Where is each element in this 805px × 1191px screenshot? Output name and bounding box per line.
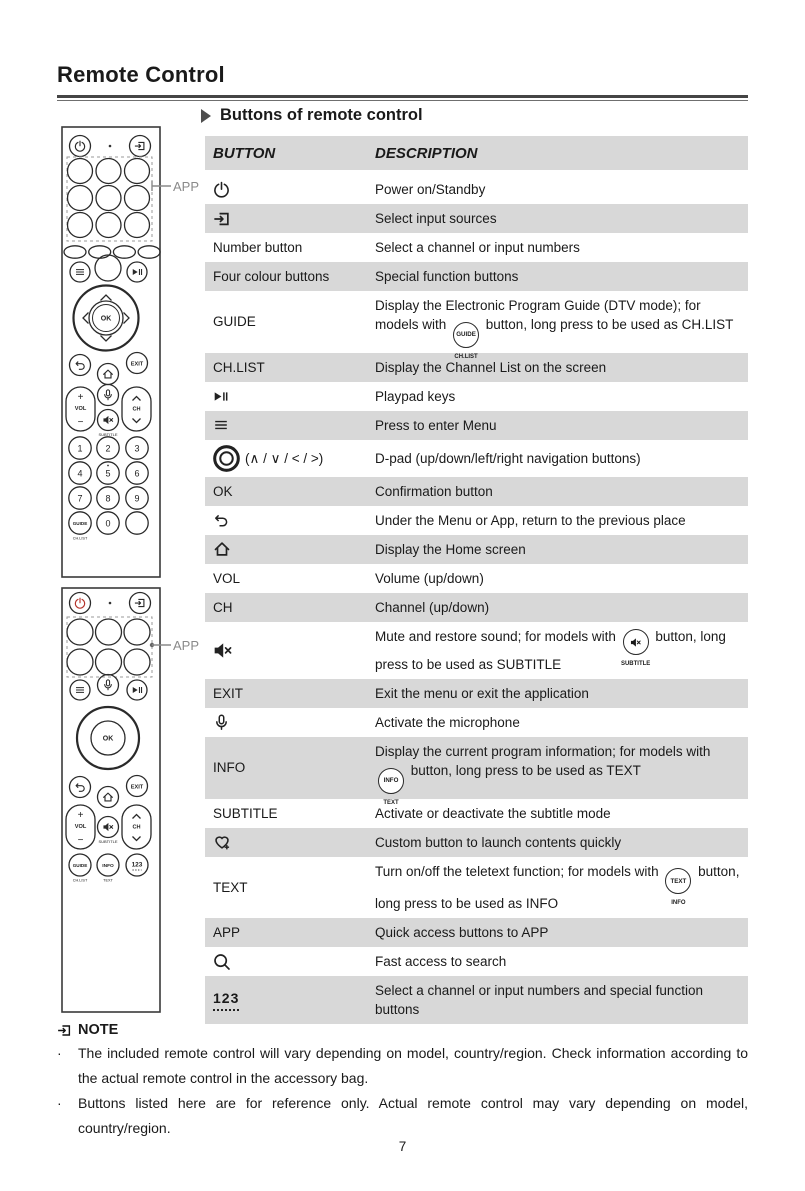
badge-label: INFO <box>383 777 399 784</box>
guide-label: GUIDE <box>72 521 88 526</box>
table-row <box>205 506 748 535</box>
remote-diagram-full <box>57 118 205 583</box>
table-row <box>205 262 748 291</box>
digit-label: 7 <box>77 493 83 504</box>
table-row <box>205 382 748 411</box>
digit-label: 0 <box>105 518 111 529</box>
button-cell <box>205 233 375 262</box>
digit-label: 3 <box>134 443 140 454</box>
button-cell <box>205 753 375 782</box>
table-row <box>205 233 748 262</box>
badge-sub-label: INFO <box>671 900 686 906</box>
heart-icon <box>213 833 231 851</box>
table-row <box>205 857 748 919</box>
inline-button-badge <box>453 322 479 360</box>
bullet-dot: · <box>57 1045 62 1061</box>
digit-label: 9 <box>134 493 140 504</box>
mute-icon <box>630 637 641 648</box>
button-label: CH <box>213 599 233 615</box>
section-heading-label: Buttons of remote control <box>220 106 423 124</box>
table-row <box>205 411 748 440</box>
back-icon <box>213 512 229 528</box>
ok-label: OK <box>102 735 114 743</box>
note-item-text: The included remote control will vary depending on model, country/region. Check information according to the actual remote control in the accessory bag. <box>78 1045 748 1086</box>
description-cell: Mute and restore sound; for models with SUBTITLE button, long press to be used as SUBTITLE <box>375 628 726 672</box>
digit-label: 8 <box>105 493 111 504</box>
button-cell <box>205 873 375 902</box>
menu-icon <box>213 417 229 433</box>
inline-button-badge <box>378 768 404 806</box>
button-cell <box>205 709 375 736</box>
button-label: 123 <box>213 989 239 1011</box>
section-heading <box>201 106 423 125</box>
bullet-dot: · <box>57 1095 62 1111</box>
description-cell: Activate the microphone <box>375 715 520 730</box>
button-cell <box>205 307 375 336</box>
description-cell: Fast access to search <box>375 954 507 969</box>
table-row <box>205 918 748 947</box>
description-cell: Display the Electronic Program Guide (DTV mode); for models with GUIDE CH.LIST button, long press to be used as CH.LIST <box>375 291 748 353</box>
button-cell <box>205 564 375 593</box>
button-cell <box>205 679 375 708</box>
button-label: SUBTITLE <box>213 805 278 821</box>
description-cell: Confirmation button <box>375 483 493 499</box>
description-cell: Display the Home screen <box>375 541 526 557</box>
note-item <box>57 1091 748 1141</box>
table-row <box>205 976 748 1024</box>
description-cell: Display the current program information; for models with INFO TEXT button, long press to be used as TEXT <box>375 737 748 799</box>
button-label: APP <box>213 925 241 940</box>
description-cell: Select input sources <box>375 211 497 226</box>
table-row <box>205 291 748 360</box>
info-label: INFO <box>102 864 114 869</box>
vol-label: VOL <box>74 824 87 830</box>
button-cell <box>205 828 375 856</box>
description-cell: Quick access buttons to APP <box>375 925 549 940</box>
badge-sub-label: TEXT <box>383 799 399 806</box>
guide-label: GUIDE <box>72 863 88 868</box>
button-label: EXIT <box>213 686 244 701</box>
mute-sub-label: SUBTITLE <box>98 432 118 437</box>
mute-icon <box>213 641 232 660</box>
inline-button-badge <box>620 629 651 667</box>
button-label: OK <box>213 483 233 499</box>
vol-label: VOL <box>74 406 87 412</box>
button-label: TEXT <box>213 879 248 895</box>
table-body <box>205 175 748 1024</box>
column-header-description: DESCRIPTION <box>375 144 478 162</box>
table-row <box>205 828 748 857</box>
table-row <box>205 947 748 976</box>
description-cell: Power on/Standby <box>375 182 486 197</box>
page-title: Remote Control <box>57 62 225 87</box>
button-label: INFO <box>213 760 246 776</box>
guide-sub-label: CH.LIST <box>72 878 88 883</box>
remote-body <box>62 127 160 577</box>
button-cell <box>205 384 375 409</box>
info-sub-label: TEXT <box>103 878 113 883</box>
button-label: Four colour buttons <box>213 269 330 284</box>
dpad-icon <box>213 445 240 472</box>
badge-sub-label: SUBTITLE <box>620 661 651 667</box>
mic-icon <box>213 714 230 731</box>
description-cell: Press to enter Menu <box>375 417 497 433</box>
remote-diagram-compact <box>57 582 205 1014</box>
table-row <box>205 737 748 806</box>
table-row <box>205 204 748 233</box>
title-rule-top <box>57 95 748 98</box>
description-cell: Custom button to launch contents quickly <box>375 834 622 850</box>
search-icon <box>213 953 231 971</box>
mute-sub-label: SUBTITLE <box>98 839 118 844</box>
note-header <box>57 1022 748 1038</box>
description-cell: Channel (up/down) <box>375 599 490 615</box>
description-cell: Turn on/off the teletext function; for models with TEXT INFO button, long press to be used as INFO <box>375 863 740 911</box>
table-row <box>205 477 748 506</box>
digit-label: 4 <box>77 468 83 479</box>
playpad-icon <box>213 389 228 404</box>
vol-plus-label: + <box>77 392 84 403</box>
button-cell <box>205 507 375 533</box>
ir-dot <box>109 602 112 605</box>
description-cell: Volume (up/down) <box>375 570 484 586</box>
description-cell: Select a channel or input numbers and special function buttons <box>375 983 703 1017</box>
vol-minus-label: − <box>77 835 84 846</box>
table-row <box>205 679 748 708</box>
note-item-text: Buttons listed here are for reference only. Actual remote control may vary depending on model, country/region. <box>78 1095 748 1136</box>
description-cell: Special function buttons <box>375 269 519 284</box>
badge-sub-label: CH.LIST <box>454 353 478 360</box>
button-cell <box>205 262 375 291</box>
button-label: VOL <box>213 570 241 586</box>
ch-label: CH <box>132 824 141 831</box>
description-cell: Exit the menu or exit the application <box>375 686 589 701</box>
button-cell <box>205 984 375 1016</box>
app-callout-label: APP <box>173 638 200 653</box>
buttons-table <box>205 136 748 1024</box>
button-cell <box>205 176 375 203</box>
column-header-button: BUTTON <box>213 144 276 162</box>
note-item <box>57 1041 748 1091</box>
button-cell <box>205 412 375 438</box>
description-cell: Playpad keys <box>375 388 456 404</box>
digit-label: 6 <box>134 468 140 479</box>
home-icon <box>213 540 231 558</box>
button-cell <box>205 636 375 665</box>
table-row <box>205 622 748 680</box>
button-cell <box>205 948 375 976</box>
badge-label: TEXT <box>670 877 687 885</box>
table-row <box>205 564 748 593</box>
ch-label: CH <box>132 406 141 413</box>
digit-label: 2 <box>105 443 111 454</box>
title-rule-bottom <box>57 100 748 101</box>
table-row <box>205 593 748 622</box>
button-cell <box>205 799 375 828</box>
inline-button-badge <box>665 868 691 906</box>
table-row <box>205 535 748 564</box>
button-cell <box>205 205 375 233</box>
note-section <box>57 1022 748 1141</box>
power-icon <box>213 181 230 198</box>
button-cell <box>205 353 375 382</box>
app-callout-label: APP <box>173 179 200 194</box>
table-row <box>205 440 748 477</box>
ok-label: OK <box>100 315 112 323</box>
button-cell <box>205 918 375 947</box>
page-number: 7 <box>398 1139 407 1154</box>
table-header-row <box>205 136 748 170</box>
description-cell: Under the Menu or App, return to the previous place <box>375 512 686 528</box>
button-label: Number button <box>213 240 303 255</box>
ir-dot <box>109 145 112 148</box>
exit-label: EXIT <box>130 784 144 791</box>
vol-minus-label: − <box>77 417 84 428</box>
triangle-bullet-icon <box>201 109 211 123</box>
button-cell <box>205 440 375 477</box>
numbers-label: 123 <box>131 861 143 869</box>
table-row <box>205 708 748 737</box>
description-cell: Select a channel or input numbers <box>375 240 580 255</box>
note-icon <box>57 1023 72 1038</box>
button-extra-label: (∧ / ∨ / < / >) <box>245 450 324 466</box>
digit-label: 5 <box>105 468 111 479</box>
table-row <box>205 175 748 204</box>
vol-plus-label: + <box>77 810 84 821</box>
button-cell <box>205 477 375 506</box>
badge-label: GUIDE <box>456 331 476 338</box>
digit-5-tactile-dot <box>107 465 109 467</box>
note-title: NOTE <box>78 1022 119 1038</box>
exit-label: EXIT <box>130 361 144 368</box>
table-row <box>205 799 748 828</box>
button-label: CH.LIST <box>213 359 265 375</box>
note-list <box>57 1041 748 1141</box>
button-cell <box>205 535 375 563</box>
input-icon <box>213 210 231 228</box>
digit-label: 1 <box>77 443 83 454</box>
guide-sub-label: CH.LIST <box>72 536 88 541</box>
description-cell: Display the Channel List on the screen <box>375 359 607 375</box>
button-cell <box>205 593 375 622</box>
description-cell: Activate or deactivate the subtitle mode <box>375 805 611 821</box>
button-label: GUIDE <box>213 314 256 330</box>
description-cell: D-pad (up/down/left/right navigation buttons) <box>375 450 641 466</box>
